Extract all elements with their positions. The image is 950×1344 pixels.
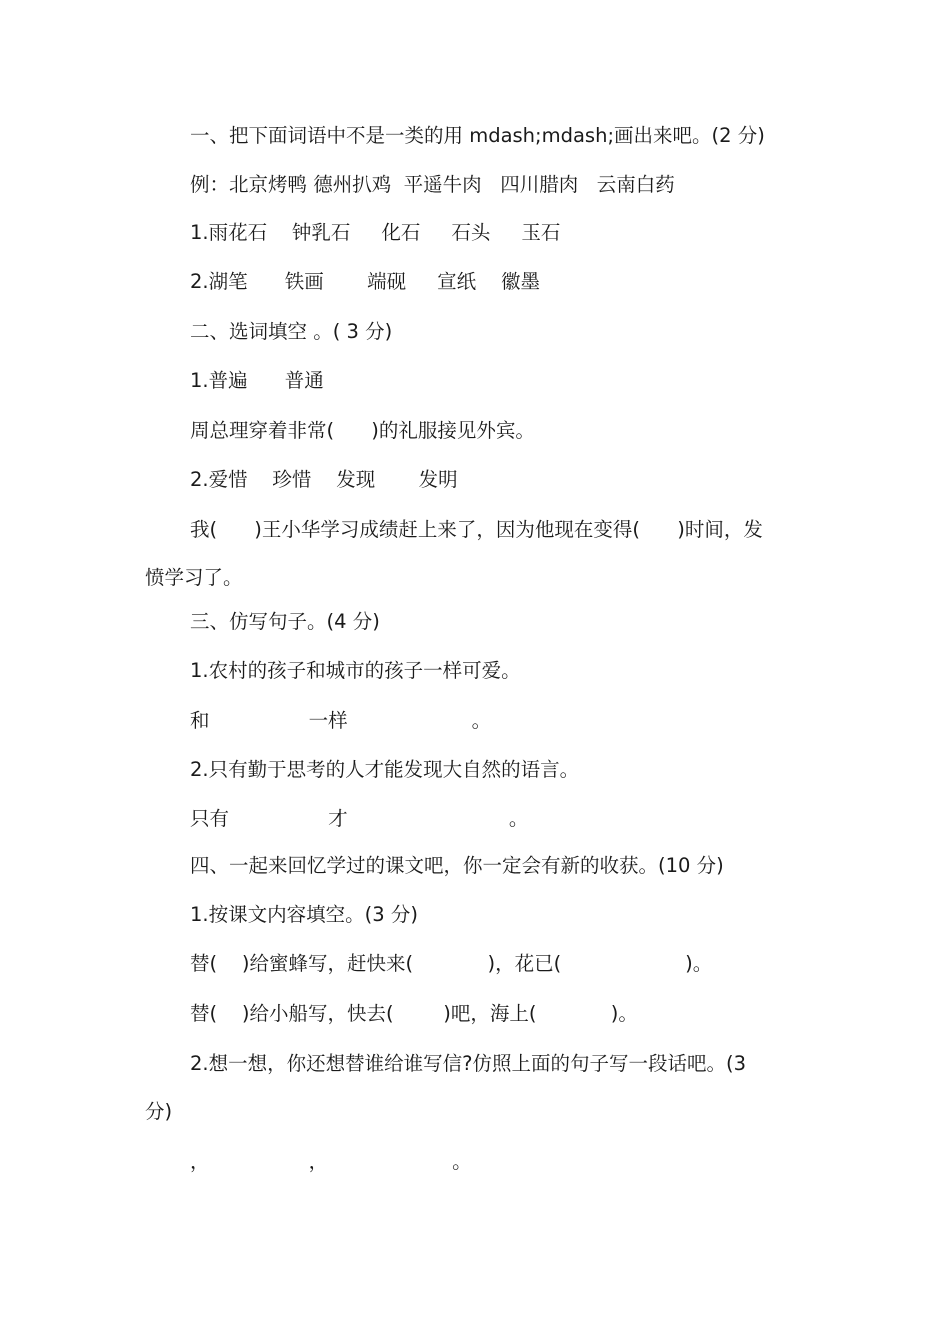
section-4-item-2-continued: 分) <box>145 1100 173 1123</box>
section-4-item-2: 2.想一想，你还想替谁给谁写信?仿照上面的句子写一段话吧。(3 <box>190 1052 746 1075</box>
section-2-sentence-1: 周总理穿着非常( )的礼服接见外宾。 <box>190 419 535 442</box>
section-4-blank: ， ， 。 <box>190 1150 472 1173</box>
section-3-blank-2: 只有 才 。 <box>190 807 529 830</box>
section-2-options-1: 1.普遍 普通 <box>190 369 324 392</box>
section-3-item-2: 2.只有勤于思考的人才能发现大自然的语言。 <box>190 758 580 781</box>
section-4-item-1: 1.按课文内容填空。(3 分) <box>190 903 418 926</box>
section-4-heading: 四、一起来回忆学过的课文吧，你一定会有新的收获。(10 分) <box>190 854 724 877</box>
section-2-sentence-2-continued: 愤学习了。 <box>145 566 243 589</box>
section-2-options-2: 2.爱惜 珍惜 发现 发明 <box>190 468 458 491</box>
section-1-heading: 一、把下面词语中不是一类的用 mdash;mdash;画出来吧。(2 分) <box>190 124 765 147</box>
section-2-heading: 二、选词填空 。( 3 分) <box>190 320 393 343</box>
section-4-sentence-2: 替( )给小船写，快去( )吧，海上( )。 <box>190 1002 638 1025</box>
section-1-item-2: 2.湖笔 铁画 端砚 宣纸 徽墨 <box>190 270 540 293</box>
section-1-example: 例：北京烤鸭 德州扒鸡 平遥牛肉 四川腊肉 云南白药 <box>190 173 675 196</box>
section-4-sentence-1: 替( )给蜜蜂写，赶快来( )，花已( )。 <box>190 952 713 975</box>
section-3-blank-1: 和 一样 。 <box>190 709 492 732</box>
section-3-item-1: 1.农村的孩子和城市的孩子一样可爱。 <box>190 659 521 682</box>
section-1-item-1: 1.雨花石 钟乳石 化石 石头 玉石 <box>190 221 561 244</box>
section-3-heading: 三、仿写句子。(4 分) <box>190 610 380 633</box>
section-2-sentence-2: 我( )王小华学习成绩赶上来了，因为他现在变得( )时间，发 <box>190 518 763 541</box>
